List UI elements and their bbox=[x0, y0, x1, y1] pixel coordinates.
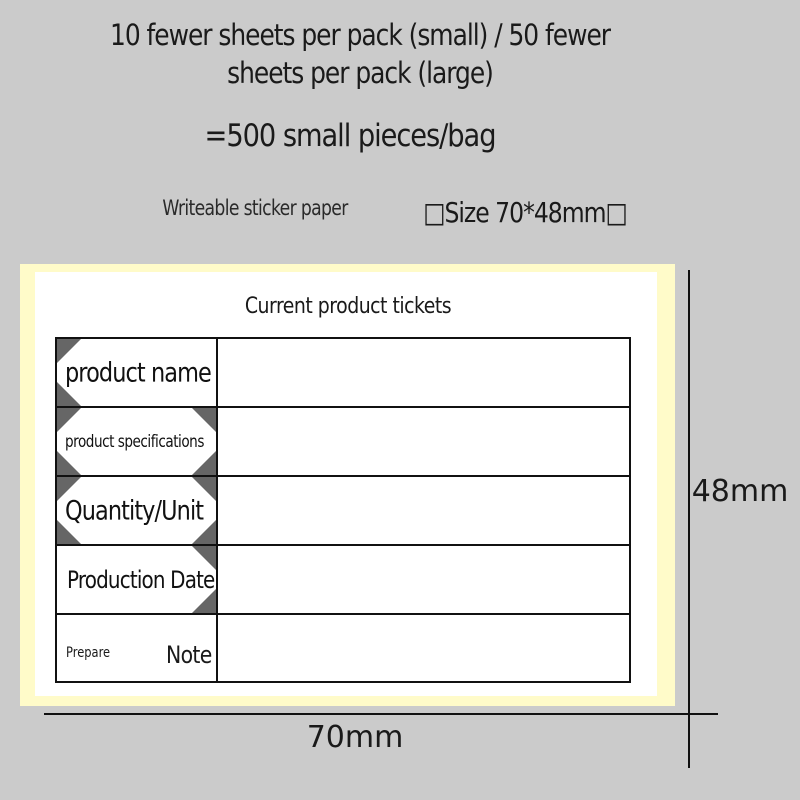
prepare-label: Prepare bbox=[66, 645, 111, 661]
corner-mark bbox=[57, 451, 81, 475]
ticket-title: Current product tickets bbox=[244, 294, 452, 319]
label-cell bbox=[57, 477, 218, 544]
height-dimension-line bbox=[688, 270, 690, 768]
width-label: 70mm bbox=[306, 720, 404, 755]
table-row bbox=[57, 408, 629, 477]
size-text: □Size 70*48mm□ bbox=[423, 196, 627, 229]
product-specifications-field[interactable] bbox=[218, 408, 629, 475]
height-label: 48mm bbox=[691, 474, 789, 509]
product-name-field[interactable] bbox=[218, 339, 629, 406]
note-field[interactable] bbox=[218, 615, 629, 681]
width-dimension-line bbox=[44, 713, 718, 715]
label-cell bbox=[57, 615, 218, 681]
corner-mark bbox=[192, 451, 216, 475]
corner-mark bbox=[192, 408, 216, 432]
table-row bbox=[57, 339, 629, 408]
paper-type-text: Writeable sticker paper bbox=[162, 196, 348, 220]
ticket-table bbox=[55, 337, 631, 683]
quantity-text: =500 small pieces/bag bbox=[204, 118, 496, 154]
table-row bbox=[57, 546, 629, 615]
table-row bbox=[57, 615, 629, 681]
row-label: product specifications bbox=[65, 431, 204, 452]
label-cell bbox=[57, 408, 218, 475]
note-label: Note bbox=[166, 641, 212, 669]
quantity-unit-field[interactable] bbox=[218, 477, 629, 544]
row-label: Production Date bbox=[67, 565, 215, 594]
label-cell bbox=[57, 339, 218, 406]
row-label: Quantity/Unit bbox=[65, 495, 204, 526]
corner-mark bbox=[57, 408, 81, 432]
row-label: product name bbox=[65, 357, 211, 388]
label-cell bbox=[57, 546, 218, 613]
headline-text: 10 fewer sheets per pack (small) / 50 fewer sheets per pack (large) bbox=[109, 18, 611, 90]
production-date-field[interactable] bbox=[218, 546, 629, 613]
table-row bbox=[57, 477, 629, 546]
